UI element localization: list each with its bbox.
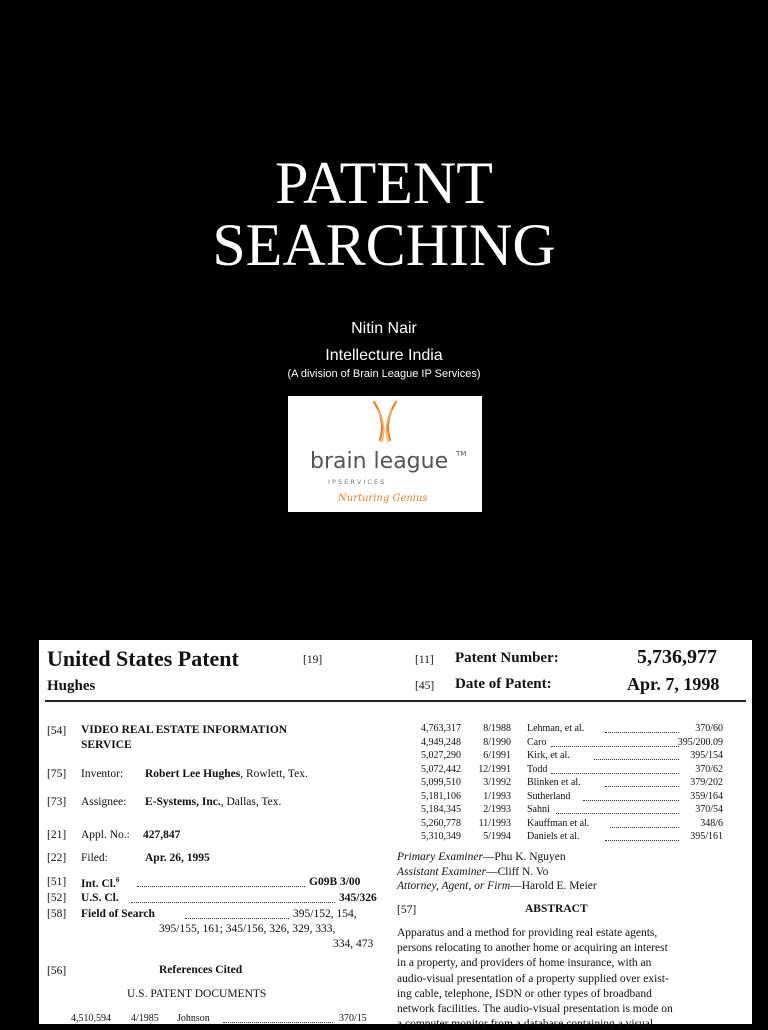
ref-name: Kirk, et al. xyxy=(527,750,570,761)
appl-label: Appl. No.: xyxy=(81,829,130,841)
field-value-2: 395/155, 161; 345/156, 326, 329, 333, xyxy=(159,923,336,935)
patent-number-value: 5,736,977 xyxy=(637,646,717,668)
uscl-leader-dots xyxy=(131,902,335,903)
logo-wordmark: brain league xyxy=(310,449,449,474)
invention-title-line-1: VIDEO REAL ESTATE INFORMATION xyxy=(81,724,288,736)
ref-number: 5,099,510 xyxy=(421,777,461,788)
ref-name: Lehman, et al. xyxy=(527,723,585,734)
brain-league-logo xyxy=(288,396,482,512)
ref-number: 5,184,345 xyxy=(421,804,461,815)
intcl-value: G09B 3/00 xyxy=(309,876,361,888)
ref-date: 3/1992 xyxy=(483,777,511,788)
ref-class: 370/60 xyxy=(695,723,723,734)
first-ref-leader-dots xyxy=(223,1022,333,1023)
field-value-3: 334, 473 xyxy=(333,938,374,950)
assignee-code: [73] xyxy=(47,796,67,808)
abstract-title: ABSTRACT xyxy=(525,903,588,915)
inventor-label: Inventor: xyxy=(81,768,124,780)
ref-date: 11/1993 xyxy=(478,817,511,829)
filed-label: Filed: xyxy=(81,852,108,864)
uscl-value: 345/326 xyxy=(339,892,377,904)
ref-name: Blinken et al. xyxy=(527,777,581,788)
patent-date-code: [45] xyxy=(415,680,435,692)
assignee-label: Assignee: xyxy=(81,796,127,808)
ref-date: 5/1994 xyxy=(483,831,511,842)
header-rule xyxy=(45,700,746,702)
appl-code: [21] xyxy=(47,829,67,841)
ref-name: Caro xyxy=(527,736,547,748)
intcl-label xyxy=(81,876,119,890)
logo-trademark: TM xyxy=(456,450,467,458)
ref-number: 4,949,248 xyxy=(421,736,461,748)
inventor-name: Robert Lee Hughes xyxy=(145,768,241,780)
primary-examiner xyxy=(397,851,566,863)
first-ref-date: 4/1985 xyxy=(131,1013,159,1024)
patent-header-title: United States Patent xyxy=(47,646,239,671)
assistant-examiner xyxy=(397,866,548,878)
title-code: [54] xyxy=(47,725,67,737)
patent-document xyxy=(39,640,752,1030)
ref-number: 5,310,349 xyxy=(421,831,461,842)
title-line-1: PATENT xyxy=(275,150,493,216)
ref-date: 6/1991 xyxy=(483,750,511,761)
ref-class: 370/62 xyxy=(695,763,723,775)
first-ref-name: Johnson xyxy=(177,1013,210,1024)
assignee-place: , Dallas, Tex. xyxy=(220,796,282,808)
field-label: Field of Search xyxy=(81,908,155,920)
ref-leader-dots xyxy=(594,759,679,760)
patent-header-code: [19] xyxy=(303,654,323,666)
logo-subtitle: I P S E R V I C E S xyxy=(328,478,385,486)
filed-code: [22] xyxy=(47,852,67,864)
intcl-label-text: Int. Cl. xyxy=(81,877,116,890)
ref-number: 5,181,106 xyxy=(421,790,461,802)
ref-name: Todd xyxy=(527,763,548,775)
ref-class: 395/154 xyxy=(690,750,723,761)
uscl-label: U.S. Cl. xyxy=(81,892,119,904)
patent-number-code: [11] xyxy=(415,654,434,666)
inventor-value xyxy=(145,768,308,780)
intcl-superscript: 6 xyxy=(115,876,120,884)
inventor-place: , Rowlett, Tex. xyxy=(240,768,308,780)
invention-title-line-2: SERVICE xyxy=(81,739,132,751)
ref-leader-dots xyxy=(583,800,679,801)
assistant-examiner-name: —Cliff N. Vo xyxy=(486,866,549,878)
first-ref-class: 370/15 xyxy=(339,1013,367,1024)
abstract-line: in a property, and providers of home insurance, with an xyxy=(397,957,652,970)
abstract-line: persons relocating to another home or acquiring an interest xyxy=(397,942,668,955)
assistant-examiner-label: Assistant Examiner xyxy=(397,866,487,878)
attorney-label: Attorney, Agent, or Firm xyxy=(397,880,511,892)
logo-tagline: Nurturing Genius xyxy=(338,493,428,504)
patent-number-label: Patent Number: xyxy=(455,650,559,666)
ref-class: 370/54 xyxy=(695,804,723,815)
abstract-line: a computer monitor from a database containing a visual xyxy=(397,1018,654,1030)
ref-number: 5,072,442 xyxy=(421,763,461,775)
ref-date: 12/1991 xyxy=(478,763,511,775)
refs-title: References Cited xyxy=(159,964,243,976)
author-name: Nitin Nair xyxy=(351,320,417,337)
patent-date-value: Apr. 7, 1998 xyxy=(627,674,720,694)
ref-class: 348/6 xyxy=(700,817,723,829)
logo-emblem-icon xyxy=(374,402,396,442)
abstract-line: network facilities. The audio-visual presentation is mode on xyxy=(397,1003,673,1015)
ref-date: 8/1990 xyxy=(483,736,511,748)
refs-code: [56] xyxy=(47,965,67,977)
attorney xyxy=(397,880,597,892)
abstract-line: ing cable, telephone, ISDN or other types of broadband xyxy=(397,987,652,1000)
ref-leader-dots xyxy=(605,840,679,841)
primary-examiner-label: Primary Examiner xyxy=(397,851,483,863)
inventor-code: [75] xyxy=(47,768,67,780)
logo-graphic xyxy=(288,396,482,512)
ref-name: Sahni xyxy=(527,804,550,815)
abstract-line: audio-visual presentation of a property supplied over exist- xyxy=(397,972,669,985)
ref-name: Daniels et al. xyxy=(527,831,580,842)
ref-class: 395/200.09 xyxy=(677,736,723,748)
us-docs-title: U.S. PATENT DOCUMENTS xyxy=(127,988,267,1000)
ref-number: 5,260,778 xyxy=(421,817,461,829)
assignee-value xyxy=(145,796,281,808)
ref-leader-dots xyxy=(605,732,679,733)
ref-class: 395/161 xyxy=(690,831,723,842)
ref-class: 379/202 xyxy=(690,777,723,788)
abstract-code: [57] xyxy=(397,904,417,916)
first-ref-number: 4,510,594 xyxy=(71,1013,111,1024)
ref-class: 359/164 xyxy=(690,790,723,802)
patent-date-label: Date of Patent: xyxy=(455,676,552,692)
division-note: (A division of Brain League IP Services) xyxy=(287,368,481,380)
intcl-code: [51] xyxy=(47,876,67,888)
filed-value: Apr. 26, 1995 xyxy=(145,852,210,864)
intcl-leader-dots xyxy=(137,886,305,887)
attorney-name: —Harold E. Meier xyxy=(510,880,597,892)
ref-date: 8/1988 xyxy=(483,723,511,734)
ref-date: 2/1993 xyxy=(483,804,511,815)
ref-leader-dots xyxy=(551,746,679,747)
ref-leader-dots xyxy=(551,773,679,774)
abstract-line: Apparatus and a method for providing real estate agents, xyxy=(397,927,658,939)
ref-number: 4,763,317 xyxy=(421,723,461,734)
title-line-2: SEARCHING xyxy=(212,212,556,278)
uscl-code: [52] xyxy=(47,892,67,904)
ref-number: 5,027,290 xyxy=(421,750,461,761)
field-leader-dots xyxy=(185,918,289,919)
assignee-name: E-Systems, Inc. xyxy=(145,796,221,808)
organization-name: Intellecture India xyxy=(325,347,443,364)
ref-name: Sutherland xyxy=(527,790,571,802)
field-value-1: 395/152, 154, xyxy=(293,908,357,920)
field-code: [58] xyxy=(47,908,67,920)
appl-value: 427,847 xyxy=(143,829,181,841)
ref-name: Kauffman et al. xyxy=(527,817,590,829)
primary-examiner-name: —Phu K. Nguyen xyxy=(482,851,566,863)
ref-leader-dots xyxy=(556,813,679,814)
patent-inventor-surname: Hughes xyxy=(47,678,96,694)
ref-date: 1/1993 xyxy=(483,790,511,802)
ref-leader-dots xyxy=(605,786,679,787)
